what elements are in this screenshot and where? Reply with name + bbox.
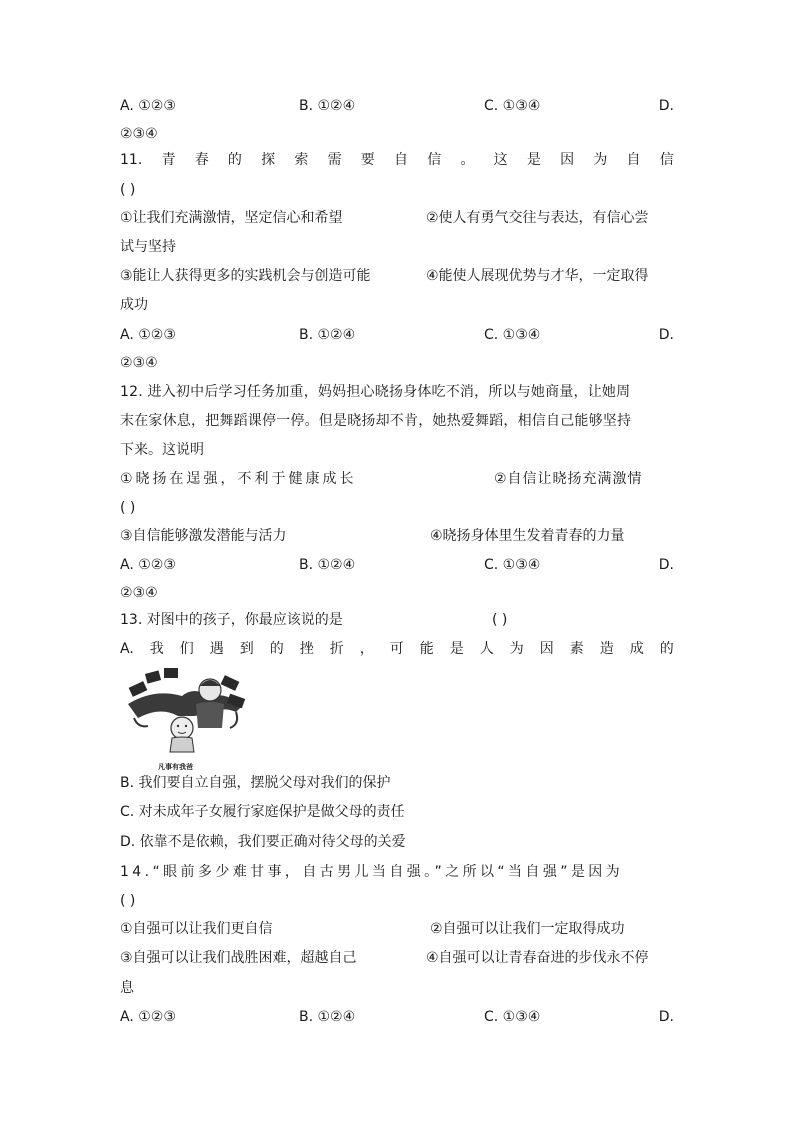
q13-option-a-char: 是 xyxy=(449,641,464,657)
q13-option-a-char: ， xyxy=(359,641,374,657)
q13-option-c: C. 对未成年子女履行家庭保护是做父母的责任 xyxy=(120,804,405,820)
q11-stem-char: 春 xyxy=(194,152,209,168)
q12-statement-2: ②自信让晓扬充满激情 xyxy=(494,471,643,487)
q13-option-a-char: 素 xyxy=(569,641,584,657)
q10-option-d-continued: ②③④ xyxy=(120,126,158,142)
q12-answer-blank: ( ) xyxy=(120,500,136,516)
q14-answer-blank: ( ) xyxy=(120,893,136,909)
q11-stem-char: 因 xyxy=(560,152,575,168)
q13-option-a-char: 可 xyxy=(389,641,404,657)
q13-option-a-char: 们 xyxy=(179,641,194,657)
q13-option-a-char: 人 xyxy=(479,641,494,657)
q13-option-a-char: A. xyxy=(120,641,134,657)
q11-statement-4: ④能使人展现优势与才华，一定取得 xyxy=(426,268,649,284)
q12-option-d: D. xyxy=(658,557,674,573)
q11-options xyxy=(120,325,674,345)
q11-stem-char: 信 xyxy=(659,152,674,168)
q11-stem-char: 11. xyxy=(120,152,143,168)
q10-options xyxy=(120,96,674,116)
q11-stem-char: 探 xyxy=(261,152,276,168)
q11-stem xyxy=(120,150,674,170)
q12-statement-3: ③自信能够激发潜能与活力 xyxy=(120,528,287,544)
q13-option-a-char: 到 xyxy=(239,641,254,657)
q14-option-c: C. ①③④ xyxy=(484,1009,541,1025)
q11-stem-char: 自 xyxy=(626,152,641,168)
q11-option-d-continued: ②③④ xyxy=(120,355,158,371)
cartoon-illustration xyxy=(124,666,246,766)
q11-stem-char: 需 xyxy=(327,152,342,168)
q14-option-b: B. ①②④ xyxy=(299,1009,356,1025)
q11-stem-char: 要 xyxy=(360,152,375,168)
q14-option-d: D. xyxy=(658,1009,674,1025)
q13-option-a-char: 折 xyxy=(329,641,344,657)
q13-option-a-char: 遇 xyxy=(209,641,224,657)
q11-stem-char: 的 xyxy=(227,152,242,168)
q13-stem: 13. 对图中的孩子，你最应该说的是 xyxy=(120,612,343,628)
q13-option-a-char: 造 xyxy=(599,641,614,657)
q14-options xyxy=(120,1007,674,1027)
q14-statement-2: ②自强可以让我们一定取得成功 xyxy=(430,921,625,937)
q11-statement-3: ③能让人获得更多的实践机会与创造可能 xyxy=(120,268,371,284)
q13-answer-blank: ( ) xyxy=(492,612,508,628)
q14-statement-4: ④自强可以让青春奋进的步伐永不停 xyxy=(426,950,649,966)
q12-option-c: C. ①③④ xyxy=(484,557,541,573)
q10-option-a: A. ①②③ xyxy=(120,98,176,114)
q14-statement-3: ③自强可以让我们战胜困难，超越自己 xyxy=(120,950,357,966)
q13-option-a-char: 我 xyxy=(149,641,164,657)
q11-statement-2-continued: 试与坚持 xyxy=(120,239,176,255)
q11-option-a: A. ①②③ xyxy=(120,327,176,343)
q11-statement-4-continued: 成功 xyxy=(120,297,148,313)
q11-stem-char: 青 xyxy=(161,152,176,168)
q11-stem-char: 。 xyxy=(460,152,475,168)
q11-stem-char: 是 xyxy=(526,152,541,168)
q12-statement-1: ①晓扬在逞强，不利于健康成长 xyxy=(120,471,357,487)
q10-option-b: B. ①②④ xyxy=(299,98,356,114)
q11-stem-char: 这 xyxy=(493,152,508,168)
q14-statement-4-continued: 息 xyxy=(120,980,134,996)
q12-stem-line-1: 12. 进入初中后学习任务加重，妈妈担心晓扬身体吃不消，所以与她商量，让她周 xyxy=(120,384,631,400)
q13-option-a-char: 挫 xyxy=(299,641,314,657)
q11-option-d: D. xyxy=(658,327,674,343)
q11-answer-blank: ( ) xyxy=(120,182,136,198)
q13-option-a-char: 成 xyxy=(629,641,644,657)
q11-stem-char: 索 xyxy=(294,152,309,168)
q11-option-c: C. ①③④ xyxy=(484,327,541,343)
q12-statement-4: ④晓扬身体里生发着青春的力量 xyxy=(430,528,625,544)
q10-option-c: C. ①③④ xyxy=(484,98,541,114)
q13-option-b: B. 我们要自立自强，摆脱父母对我们的保护 xyxy=(120,775,391,791)
q13-option-a-char: 能 xyxy=(419,641,434,657)
q13-option-a xyxy=(120,639,674,659)
q11-stem-char: 为 xyxy=(593,152,608,168)
q11-stem-char: 信 xyxy=(427,152,442,168)
q10-option-d: D. xyxy=(658,98,674,114)
q14-option-a: A. ①②③ xyxy=(120,1009,176,1025)
q12-stem-line-3: 下来。这说明 xyxy=(120,442,204,458)
q12-option-d-continued: ②③④ xyxy=(120,585,158,601)
q13-option-d: D. 依靠不是依赖，我们要正确对待父母的关爱 xyxy=(120,834,406,850)
q12-options xyxy=(120,555,674,575)
q13-option-a-char: 因 xyxy=(539,641,554,657)
q11-statement-2: ②使人有勇气交往与表达，有信心尝 xyxy=(426,210,649,226)
q13-option-a-char: 的 xyxy=(269,641,284,657)
q14-statement-1: ①自强可以让我们更自信 xyxy=(120,921,273,937)
q11-statement-1: ①让我们充满激情，坚定信心和希望 xyxy=(120,210,343,226)
q12-option-a: A. ①②③ xyxy=(120,557,176,573)
q12-stem-line-2: 末在家休息，把舞蹈课停一停。但是晓扬却不肯，她热爱舞蹈，相信自己能够坚持 xyxy=(120,413,632,429)
q13-option-a-char: 的 xyxy=(659,641,674,657)
cartoon-caption: 凡事有我爸 xyxy=(158,763,193,771)
q12-option-b: B. ①②④ xyxy=(299,557,356,573)
q14-stem: 14.“眼前多少难甘事，自古男儿当自强。”之所以“当自强”是因为 xyxy=(120,864,624,880)
q13-option-a-char: 为 xyxy=(509,641,524,657)
q11-option-b: B. ①②④ xyxy=(299,327,356,343)
q11-stem-char: 自 xyxy=(394,152,409,168)
